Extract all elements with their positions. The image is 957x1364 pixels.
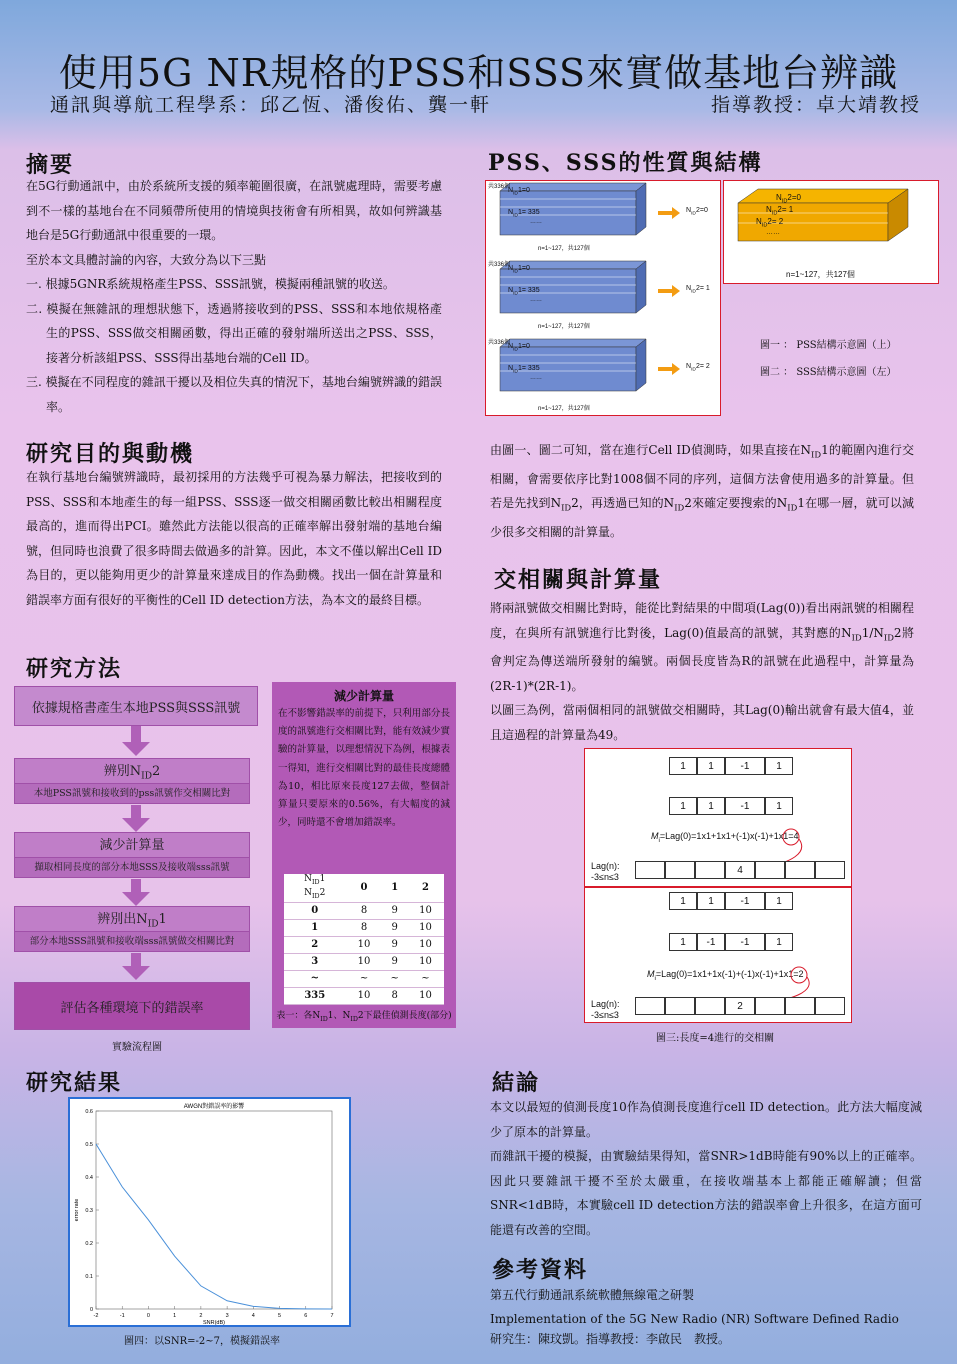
- x-tick-label: -1: [119, 1313, 125, 1319]
- correlation-body: [490, 596, 914, 747]
- references-list: [490, 1283, 899, 1351]
- pss-nid2-1: $N_{ID}2= 1$: [686, 285, 710, 295]
- x-tick-label: 0: [146, 1313, 150, 1319]
- table-cell: 10: [407, 987, 444, 1004]
- results-heading: 研究結果: [26, 1070, 123, 1096]
- x-axis-label: SNR(dB): [202, 1320, 226, 1325]
- table-cell: 8: [346, 919, 383, 936]
- table-cell: 1: [284, 919, 346, 936]
- table-cell: 9: [383, 936, 407, 953]
- table-cell: 9: [383, 953, 407, 970]
- pss-dots: ……: [530, 297, 542, 303]
- y-tick-label: 0.2: [85, 1241, 93, 1247]
- flow-arrow-head: [122, 818, 150, 832]
- table-row: [284, 902, 444, 919]
- seq-cell: 1: [765, 757, 793, 775]
- flow-arrow-head: [122, 966, 150, 980]
- pss-nid1-335: $N_{ID}1= 335$: [508, 209, 540, 219]
- lag-cell: [665, 861, 695, 879]
- nid-table-corner: $N_{ID}1$ $N_{ID}2$: [284, 874, 346, 902]
- lag-cell: [755, 997, 785, 1015]
- flow-step-nid1: [14, 906, 250, 952]
- method-heading: 研究方法: [26, 656, 123, 682]
- lag-cell: [785, 861, 815, 879]
- sss-structure-figure: [723, 180, 939, 284]
- lag-label-1: Lag(n): -3≤n≤3: [591, 861, 620, 882]
- reduce-panel: [272, 682, 456, 1028]
- table-cell: ~: [284, 970, 346, 987]
- nid-table-col: 1: [383, 874, 407, 902]
- reduce-panel-title: 減少計算量: [333, 689, 394, 703]
- sss-nid2-0: $N_{ID}2=0$: [776, 193, 801, 205]
- conclusion-heading: 結論: [492, 1070, 541, 1096]
- abstract-body: [26, 174, 442, 419]
- x-tick-label: 4: [251, 1313, 255, 1319]
- lag-cell: [665, 997, 695, 1015]
- nid-table-col: 0: [346, 874, 383, 902]
- result-chart-frame: [68, 1097, 351, 1327]
- abstract-heading: 摘要: [26, 152, 75, 178]
- seq-cell: -1: [725, 933, 765, 951]
- poster-title: 使用5G NR規格的PSS和SSS來實做基地台辨識: [58, 51, 899, 95]
- y-tick-label: 0.6: [85, 1109, 93, 1115]
- table-cell: 10: [407, 953, 444, 970]
- seq-cell: -1: [725, 892, 765, 910]
- pss-structure-figure: [485, 180, 721, 416]
- lag-cell: [635, 861, 665, 879]
- x-tick-label: 7: [330, 1313, 334, 1319]
- seq-cell: -1: [697, 933, 725, 951]
- table-row: [284, 953, 444, 970]
- pss-nid1-0: $N_{ID}1=0$: [508, 265, 530, 275]
- flow-step-nid1-desc: 部分本地SSS訊號和接收端sss訊號做交相關比對: [14, 932, 250, 952]
- lag-cell: 4: [725, 861, 755, 879]
- correlation-figure: [584, 748, 852, 1023]
- lag-cell: [635, 997, 665, 1015]
- reference-2: Implementation of the 5G New Radio (NR) Software Defined Radio: [490, 1312, 899, 1326]
- seq-cell: 1: [669, 892, 697, 910]
- y-tick-label: 0.4: [85, 1175, 93, 1181]
- pss-nid1-0: $N_{ID}1=0$: [508, 187, 530, 197]
- figure3-caption: 圖三:長度=4進行的交相關: [656, 1033, 775, 1044]
- y-tick-label: 0: [89, 1307, 93, 1313]
- figure1-caption: 圖一 ： PSS結構示意圖（上）: [760, 340, 897, 351]
- correlation-p2: 以圖三為例，當兩個相同的訊號做交相關時，其Lag(0)輸出就會有最大值4，並且這過程的計算量為49。: [490, 703, 914, 742]
- plot-area: [96, 1111, 332, 1309]
- motivation-body: 在執行基地台編號辨識時，最初採用的方法幾乎可視為暴力解法，把接收到的PSS、SSS和本地產生的每一組PSS、SSS逐一做交相關函數比較出相關程度最高的，進而得出PCI。雖然此方法能以很高的正確率解出發射端的基地台編號，但同時也浪費了很多時間去做過多的計算。因此，本文不僅以解出Cell ID為目的，更以能夠用更少的計算量來達成目的作為動機。找出一個在計算量和錯誤率方面有很好的平衡性的Cell ID detection方法，為本文的最終目標。: [26, 470, 442, 607]
- x-tick-label: -2: [93, 1313, 99, 1319]
- table-cell: ~: [346, 970, 383, 987]
- pss-bottom-label: n=1~127，共127個: [538, 406, 590, 412]
- y-tick-label: 0.1: [85, 1274, 93, 1280]
- authors: 通訊與導航工程學系：邱乙恆、潘俊佑、龔一軒: [50, 94, 492, 116]
- reference-1: 第五代行動通訊系統軟體無線電之研製: [490, 1288, 695, 1302]
- flow-step-reduce-desc: 擷取相同長度的部分本地SSS及接收端sss訊號: [14, 858, 250, 878]
- y-tick-label: 0.3: [85, 1208, 93, 1214]
- pss-label-336: 共336個: [488, 262, 511, 268]
- table-row: [284, 970, 444, 987]
- structure-description: 由圖一、圖二可知，當在進行Cell ID偵測時，如果直接在$N_{ID}1$的範圍內進行交相關，會需要依序比對1008個不同的序列，這個方法會使用過多的計算量。但若是先找到$N_{ID}2$，再透過已知的$N_{ID}2$來確定要搜索的$N_{ID}1$在哪一層，就可以減少很多交相關的計算量。: [490, 443, 914, 540]
- table-cell: 10: [346, 936, 383, 953]
- table-cell: 8: [346, 902, 383, 919]
- table-cell: 10: [407, 902, 444, 919]
- pss-label-336: 共336個: [488, 184, 511, 190]
- x-tick-label: 3: [225, 1313, 229, 1319]
- table-cell: 10: [407, 936, 444, 953]
- error-rate-chart: [70, 1099, 349, 1325]
- lag-label-2: Lag(n): -3≤n≤3: [591, 999, 620, 1020]
- table-cell: 9: [383, 902, 407, 919]
- x-tick-label: 1: [173, 1313, 177, 1319]
- flow-step-reduce-title: 減少計算量: [14, 832, 250, 858]
- nid-table-col: 2: [407, 874, 444, 902]
- flow-step-nid1-title: 辨別出$N_{ID}1$: [14, 906, 250, 932]
- lag-cell: [755, 861, 785, 879]
- x-tick-label: 2: [199, 1313, 203, 1319]
- conclusion-p1: 本文以最短的偵測長度10作為偵測長度進行cell ID detection。此方法大幅度減少了原本的計算量。: [490, 1100, 922, 1139]
- pss-label-336: 共336個: [488, 340, 511, 346]
- seq-cell: 1: [669, 933, 697, 951]
- seq-cell: 1: [697, 797, 725, 815]
- pss-arrows: [658, 207, 680, 375]
- sss-nid2-2: $N_{ID}2= 2$: [756, 217, 784, 229]
- flow-caption: 實驗流程圖: [112, 1042, 162, 1053]
- table-cell: 10: [346, 987, 383, 1004]
- correlation-heading: 交相關與計算量: [494, 567, 663, 593]
- pss-dots: ……: [530, 219, 542, 225]
- lag-cell: [815, 861, 845, 879]
- table-row: [284, 936, 444, 953]
- lag-cell: [785, 997, 815, 1015]
- structure-heading: PSS、SSS的性質與結構: [488, 150, 763, 176]
- pss-nid2-0: $N_{ID}2=0$: [686, 207, 708, 217]
- flow-step-nid2-title: 辨別$N_{ID}2$: [14, 758, 250, 784]
- lag-cell: [695, 997, 725, 1015]
- flow-step-generate: 依據規格書產生本地PSS與SSS訊號: [14, 686, 258, 726]
- pss-nid1-0: $N_{ID}1=0$: [508, 343, 530, 353]
- flow-step-evaluate: 評估各種環境下的錯誤率: [14, 982, 250, 1030]
- equation-1: $M_i=Lag(0)=1x1+1x1+(-1)x(-1)+1x1=4$: [651, 831, 799, 844]
- flow-step-nid2-desc: 本地PSS訊號和接收到的pss訊號作交相關比對: [14, 784, 250, 804]
- table-cell: 10: [346, 953, 383, 970]
- table-cell: 3: [284, 953, 346, 970]
- y-tick-label: 0.5: [85, 1142, 93, 1148]
- conclusion-body: [490, 1095, 922, 1242]
- x-tick-label: 5: [278, 1313, 282, 1319]
- seq-cell: 1: [669, 757, 697, 775]
- table-cell: 8: [383, 987, 407, 1004]
- motivation-heading: 研究目的與動機: [26, 441, 195, 467]
- sss-dots: ……: [766, 229, 780, 236]
- table-cell: 9: [383, 919, 407, 936]
- sss-nid2-1: $N_{ID}2= 1$: [766, 205, 794, 217]
- nid-table: [284, 874, 444, 1005]
- reduce-panel-text: 在不影響錯誤率的前提下，只利用部分長度的訊號進行交相關比對，能有效減少實驗的計算量，以理想情況下為例，根據表一得知，進行交相關比對的最佳長度總體為10，相比原來長度127去做，整個計算量只要原來的0.56%，有大幅度的減少，同時還不會增加錯誤率。: [278, 708, 450, 829]
- sss-structure-diagram: [724, 181, 936, 281]
- x-tick-label: 6: [304, 1313, 308, 1319]
- correlation-p1: 將兩訊號做交相關比對時，能從比對結果的中間項(Lag(0))看出兩訊號的相關程度，在與所有訊號進行比對後，Lag(0)值最高的訊號，其對應的$N_{ID}1/N_{ID}2$將會判定為傳送端所發射的編號。兩個長度皆為R的訊號在此過程中，計算量為(2R-1)*(2R-1)。: [490, 601, 914, 693]
- abstract-item-3: 三. 模擬在不同程度的雜訊干擾以及相位失真的情況下，基地台編號辨識的錯誤率。: [26, 375, 442, 414]
- pss-dots: ……: [530, 375, 542, 381]
- sss-bottom-label: n=1~127，共127個: [786, 270, 855, 279]
- result-chart-caption: 圖四：以SNR=-2~7，模擬錯誤率: [124, 1336, 280, 1347]
- table-row: [284, 987, 444, 1004]
- pss-bottom-label: n=1~127，共127個: [538, 246, 590, 252]
- lag-cell: [815, 997, 845, 1015]
- nid-table-caption: 表一：各$N_{ID}1$、$N_{ID}2$下最佳偵測長度(部分): [276, 1011, 452, 1023]
- pss-nid2-2: $N_{ID}2= 2$: [686, 363, 710, 373]
- seq-cell: 1: [765, 933, 793, 951]
- seq-cell: -1: [725, 797, 765, 815]
- lag-cell: 2: [725, 997, 755, 1015]
- conclusion-p2: 而雜訊干擾的模擬，由實驗結果得知，當SNR>1dB時能有90%以上的正確率。因此只要雜訊干擾不至於太嚴重，在接收端基本上都能正確解讀；但當SNR<1dB時，本實驗cell ID detection方法的錯誤率會上升很多，在這方面可能還有改善的空間。: [490, 1149, 922, 1237]
- advisor: 指導教授：卓大靖教授: [710, 94, 921, 116]
- table-cell: 10: [407, 919, 444, 936]
- flow-step-nid2: [14, 758, 250, 804]
- table-cell: ~: [407, 970, 444, 987]
- lag-cell: [695, 861, 725, 879]
- abstract-item-1: 一. 根據5GNR系統規格產生PSS、SSS訊號，模擬兩種訊號的收送。: [26, 277, 395, 291]
- seq-cell: 1: [765, 892, 793, 910]
- references-heading: 參考資料: [492, 1257, 589, 1283]
- chart-title: AWGN對錯誤率的影響: [183, 1104, 245, 1110]
- abstract-p2: 至於本文具體討論的內容，大致分為以下三點: [26, 252, 267, 267]
- flow-arrow-head: [122, 892, 150, 906]
- equation-2: $M_i=Lag(0)=1x1+1x(-1)+(-1)x(-1)+1x1=2$: [647, 969, 804, 982]
- reference-3: 研究生：陳玟凱。指導教授：李啟民 教授。: [490, 1332, 731, 1346]
- table-cell: ~: [383, 970, 407, 987]
- y-axis-label: error rate: [74, 1198, 80, 1222]
- table-cell: 335: [284, 987, 346, 1004]
- pss-nid1-335: $N_{ID}1= 335$: [508, 287, 540, 297]
- figure2-caption: 圖二 ： SSS結構示意圖（左）: [760, 367, 897, 378]
- table-cell: 0: [284, 902, 346, 919]
- flow-step-reduce: [14, 832, 250, 878]
- seq-cell: 1: [765, 797, 793, 815]
- abstract-item-2: 二. 模擬在無雜訊的理想狀態下，透過將接收到的PSS、SSS和本地依規格產生的PSS、SSS做交相關函數，得出正確的發射端所送出之PSS、SSS，接著分析該組PSS、SSS得出基地台端的Cell ID。: [26, 301, 442, 365]
- seq-cell: -1: [725, 757, 765, 775]
- table-row: [284, 919, 444, 936]
- nid-table-wrap: [284, 874, 444, 1005]
- seq-cell: 1: [669, 797, 697, 815]
- seq-cell: 1: [697, 757, 725, 775]
- seq-cell: 1: [697, 892, 725, 910]
- flow-arrow-head: [122, 742, 150, 756]
- table-cell: 2: [284, 936, 346, 953]
- abstract-p1: 在5G行動通訊中，由於系統所支援的頻率範圍很廣，在訊號處理時，需要考慮到不一樣的基地台在不同頻帶所使用的情境與技術會有所相異，故如何辨識基地台是5G行動通訊中很重要的一環。: [26, 179, 442, 242]
- pss-bottom-label: n=1~127，共127個: [538, 324, 590, 330]
- pss-nid1-335: $N_{ID}1= 335$: [508, 365, 540, 375]
